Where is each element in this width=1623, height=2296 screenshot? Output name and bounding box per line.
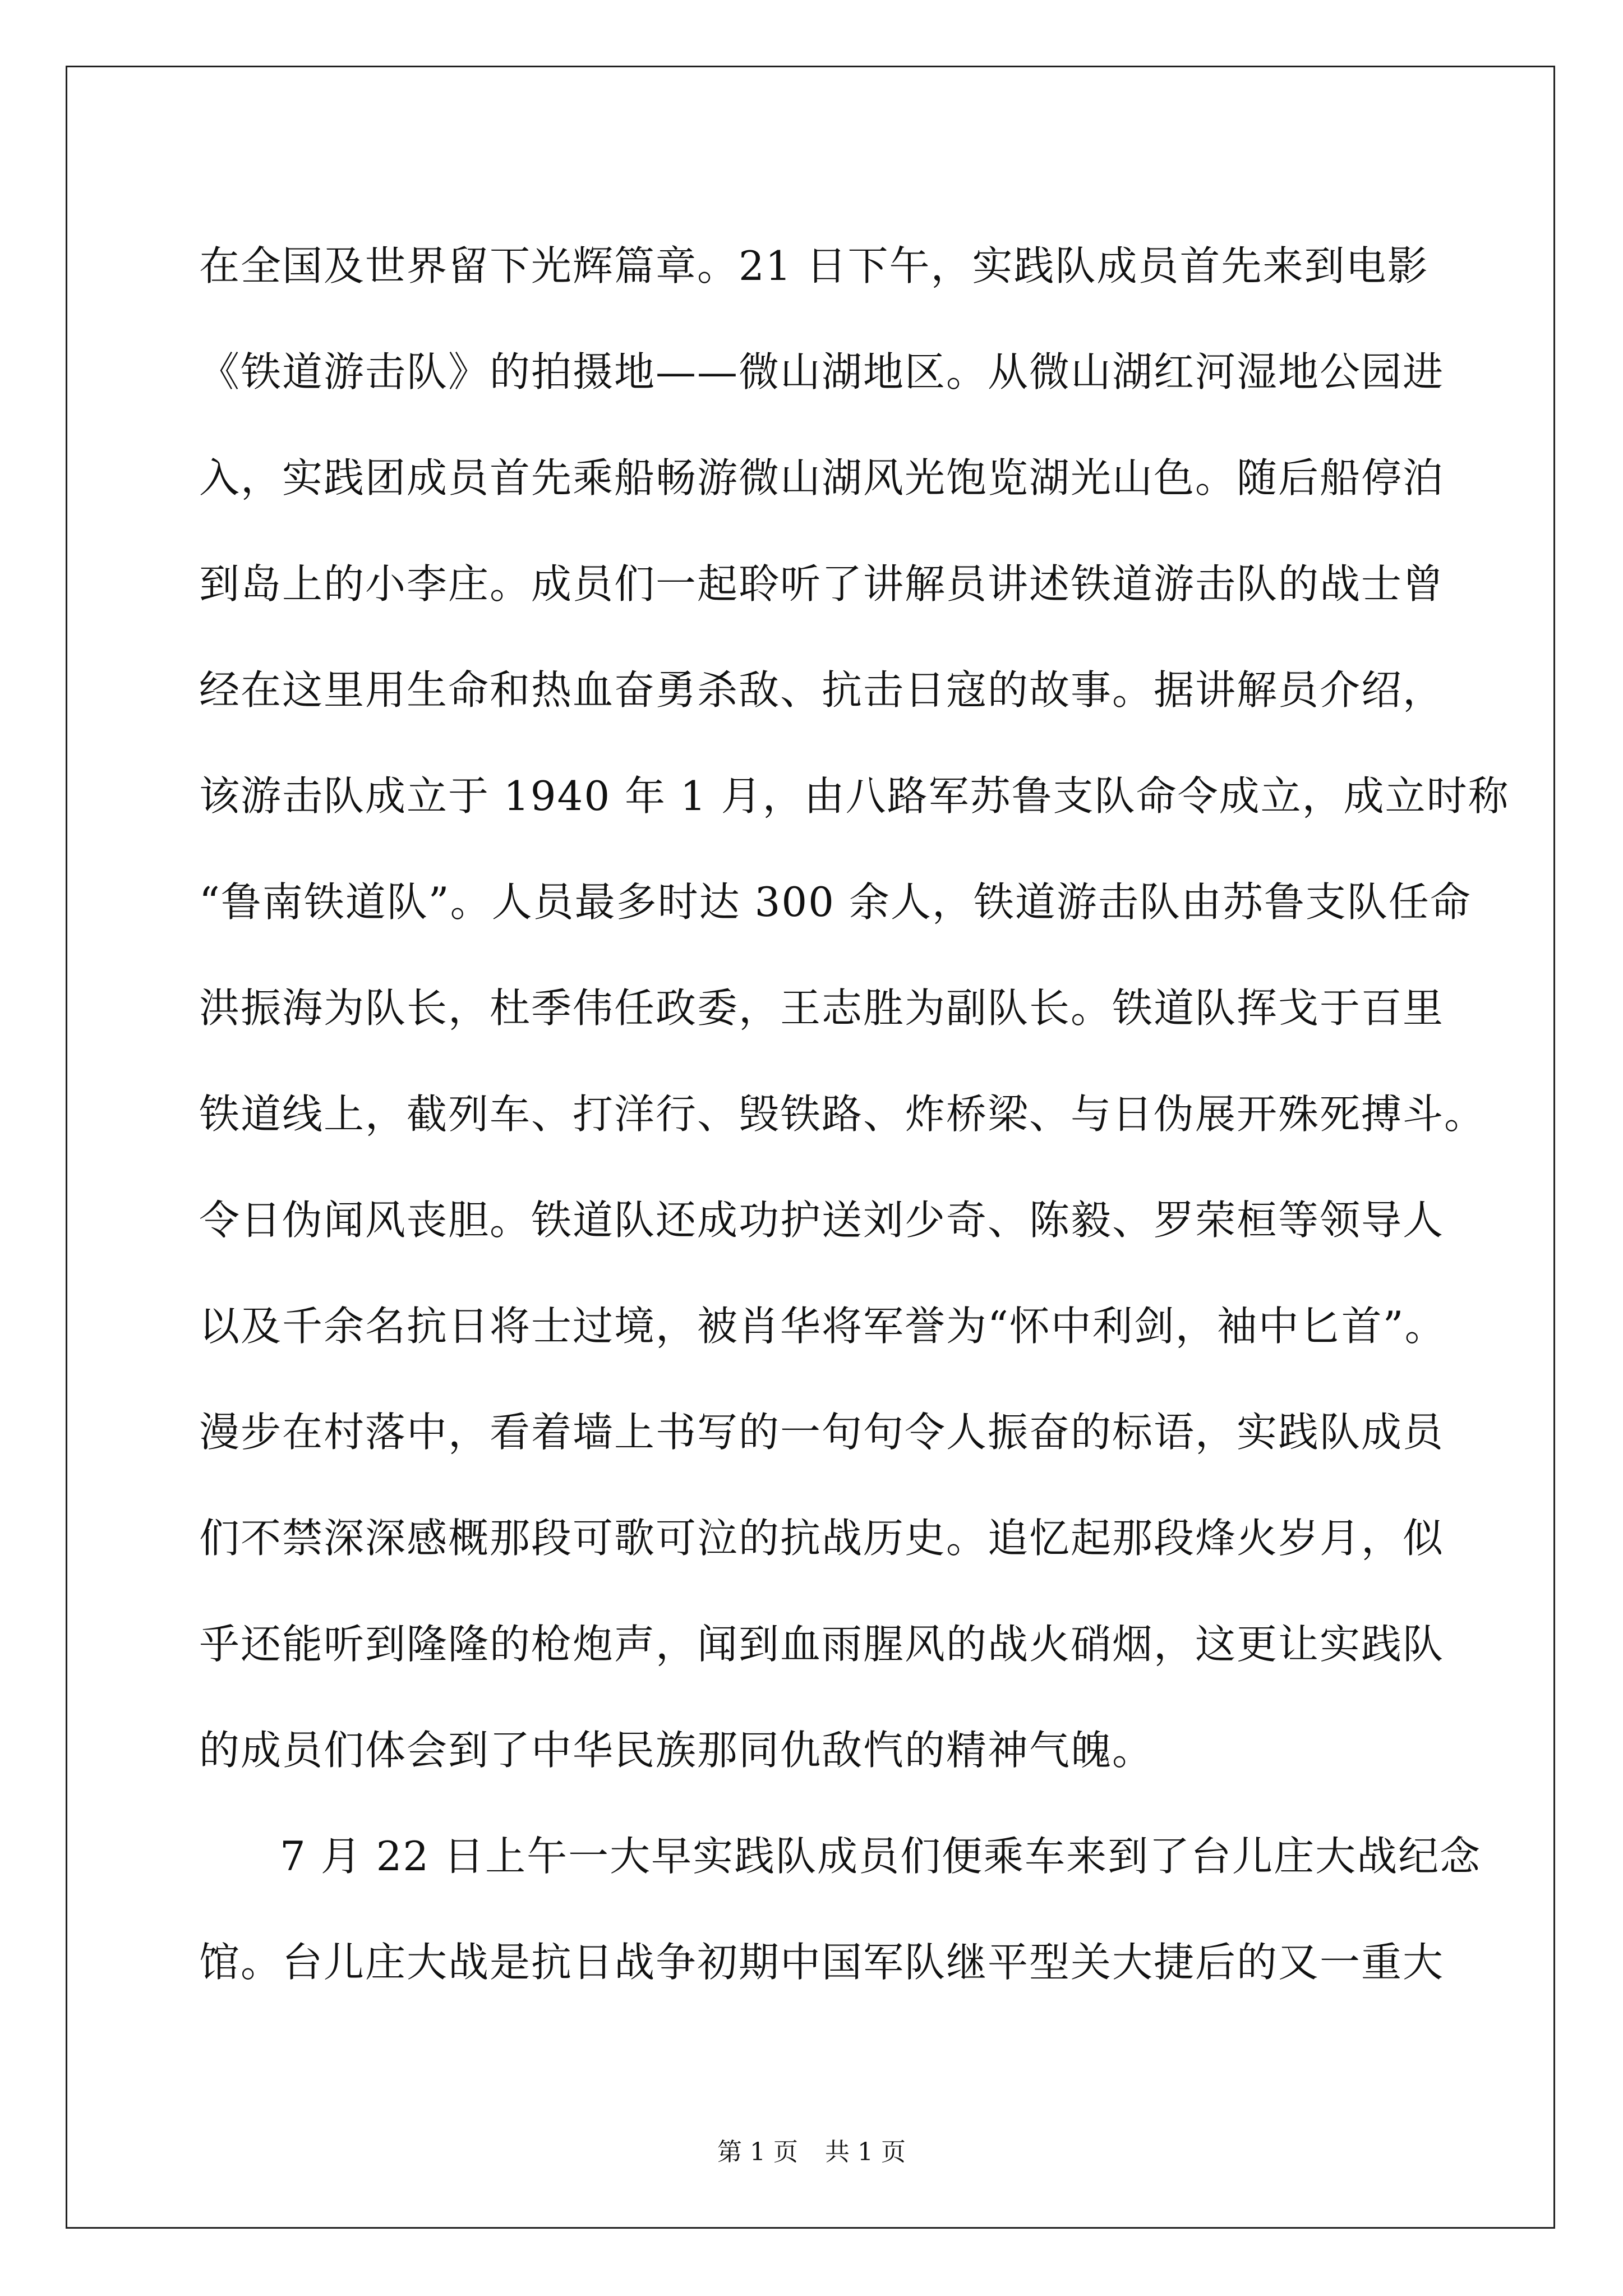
text-line: 铁道线上，截列车、打洋行、毁铁路、炸桥梁、与日伪展开殊死搏斗。 [199,1091,1486,1138]
text-line: “鲁南铁道队”。人员最多时达 300 余人，铁道游击队由苏鲁支队任命 [199,878,1472,926]
text-line: 馆。台儿庄大战是抗日战争初期中国军队继平型关大捷后的又一重大 [199,1939,1445,1986]
text-line: 《铁道游击队》的拍摄地——微山湖地区。从微山湖红河湿地公园进 [199,348,1445,395]
text-line-paragraph-start: 7 月 22 日上午一大早实践队成员们便乘车来到了台儿庄大战纪念 [280,1833,1482,1880]
text-line: 漫步在村落中，看着墙上书写的一句句令人振奋的标语，实践队成员 [199,1409,1445,1456]
text-line: 们不禁深深感概那段可歌可泣的抗战历史。追忆起那段烽火岁月，似 [199,1515,1445,1562]
text-line: 该游击队成立于 1940 年 1 月，由八路军苏鲁支队命令成立，成立时称 [199,772,1510,820]
page-footer [0,2132,1623,2168]
text-line: 洪振海为队长，杜季伟任政委，王志胜为副队长。铁道队挥戈于百里 [199,984,1445,1032]
text-line: 以及千余名抗日将士过境，被肖华将军誉为“怀中利剑，袖中匕首”。 [199,1303,1446,1350]
text-line: 到岛上的小李庄。成员们一起聆听了讲解员讲述铁道游击队的战士曾 [199,560,1445,608]
text-line: 乎还能听到隆隆的枪炮声，闻到血雨腥风的战火硝烟，这更让实践队 [199,1621,1445,1668]
page-total: 共 1 页 [825,2138,906,2166]
text-line: 在全国及世界留下光辉篇章。21 日下午，实践队成员首先来到电影 [199,242,1429,289]
text-line: 令日伪闻风丧胆。铁道队还成功护送刘少奇、陈毅、罗荣桓等领导人 [199,1197,1445,1244]
text-line: 入，实践团成员首先乘船畅游微山湖风光饱览湖光山色。随后船停泊 [199,454,1445,501]
page-number: 第 1 页 [717,2138,798,2166]
text-line: 的成员们体会到了中华民族那同仇敌忾的精神气魄。 [199,1727,1154,1774]
text-line: 经在这里用生命和热血奋勇杀敌、抗击日寇的故事。据讲解员介绍， [199,666,1445,714]
document-body [199,213,1510,2016]
